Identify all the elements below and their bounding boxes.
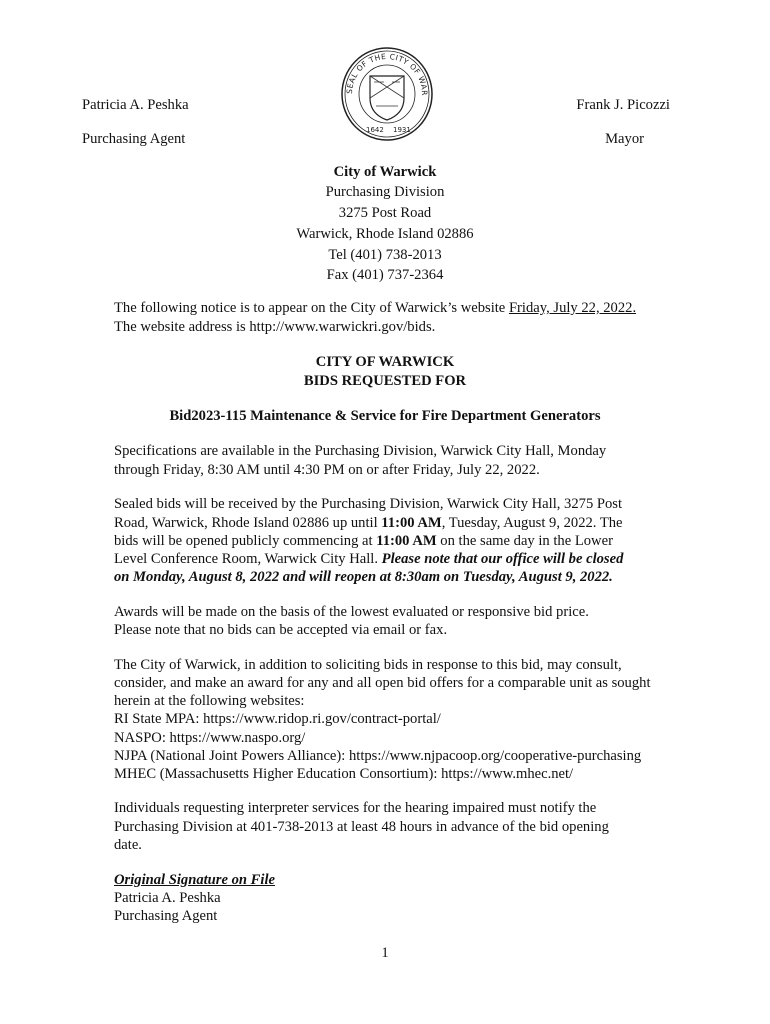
interp-line-3: date. bbox=[114, 837, 142, 853]
coop-line-1: The City of Warwick, in addition to soliciting bids in response to this bid, may consult, bbox=[114, 657, 622, 673]
bid-title: Bid2023-115 Maintenance & Service for Fire Department Generators bbox=[169, 408, 601, 424]
seal-year-right: 1931 bbox=[393, 126, 411, 134]
office-city-state: Warwick, Rhode Island 02886 bbox=[296, 226, 474, 242]
coop-line-2: consider, and make an award for any and all open bid offers for a comparable unit as sought bbox=[114, 675, 651, 691]
office-fax: Fax (401) 737-2364 bbox=[326, 267, 444, 283]
coop-link-ri[interactable]: RI State MPA: https://www.ridop.ri.gov/contract-portal/ bbox=[114, 711, 441, 727]
coop-link-njpa[interactable]: NJPA (National Joint Powers Alliance): https://www.njpacoop.org/cooperative-purchasing bbox=[114, 748, 642, 764]
heading-bids-requested: BIDS REQUESTED FOR bbox=[303, 373, 467, 389]
sealed-text: bids will be opened publicly commencing at bbox=[114, 533, 377, 549]
header-left-name: Patricia A. Peshka bbox=[82, 97, 189, 113]
office-street: 3275 Post Road bbox=[338, 205, 432, 221]
page-number: 1 bbox=[381, 945, 389, 961]
sealed-line-2 bbox=[114, 514, 674, 533]
sealed-text: on the same day in the Lower bbox=[436, 533, 613, 549]
notice-line-2: The website address is http://www.warwickri.gov/bids. bbox=[114, 319, 436, 335]
seal-ring-text: SEAL OF THE CITY OF WAR bbox=[344, 51, 430, 96]
specs-line-2: through Friday, 8:30 AM until 4:30 PM on or after Friday, July 22, 2022. bbox=[114, 462, 540, 478]
notice-date: Friday, July 22, 2022. bbox=[508, 300, 637, 316]
interp-line-1: Individuals requesting interpreter services for the hearing impaired must notify the bbox=[114, 800, 597, 816]
heading-city: CITY OF WARWICK bbox=[315, 354, 455, 370]
interp-line-2: Purchasing Division at 401-738-2013 at least 48 hours in advance of the bid opening bbox=[114, 819, 609, 835]
sealed-text: Level Conference Room, Warwick City Hall. bbox=[114, 551, 382, 567]
signature-label: Original Signature on File bbox=[114, 872, 275, 888]
awards-line-2: Please note that no bids can be accepted via email or fax. bbox=[114, 622, 448, 638]
sealed-line-5: on Monday, August 8, 2022 and will reopen at 8:30am on Tuesday, August 9, 2022. bbox=[114, 569, 613, 585]
coop-link-naspo[interactable]: NASPO: https://www.naspo.org/ bbox=[114, 730, 306, 746]
city-seal bbox=[340, 46, 434, 142]
sealed-line-3 bbox=[114, 532, 674, 551]
notice-line-1 bbox=[114, 299, 674, 318]
sealed-text: Road, Warwick, Rhode Island 02886 up until bbox=[114, 515, 382, 531]
coop-line-3: herein at the following websites: bbox=[114, 693, 305, 709]
sealed-line-1: Sealed bids will be received by the Purchasing Division, Warwick City Hall, 3275 Post bbox=[114, 496, 623, 512]
sealed-time: 11:00 AM bbox=[381, 515, 442, 531]
sealed-line-4 bbox=[114, 550, 674, 569]
header-left-title: Purchasing Agent bbox=[82, 131, 186, 147]
office-division: Purchasing Division bbox=[325, 184, 445, 200]
signature-name: Patricia A. Peshka bbox=[114, 890, 221, 906]
header-right-title: Mayor bbox=[605, 131, 644, 147]
notice-prefix: The following notice is to appear on the City of Warwick’s website bbox=[114, 300, 509, 316]
office-tel: Tel (401) 738-2013 bbox=[328, 247, 442, 263]
header-right-name: Frank J. Picozzi bbox=[576, 97, 670, 113]
sealed-text: , Tuesday, August 9, 2022. The bbox=[441, 515, 623, 531]
coop-link-mhec[interactable]: MHEC (Massachusetts Higher Education Consortium): https://www.mhec.net/ bbox=[114, 766, 574, 782]
sealed-time: 11:00 AM bbox=[376, 533, 437, 549]
office-city: City of Warwick bbox=[333, 164, 437, 180]
signature-title: Purchasing Agent bbox=[114, 908, 218, 924]
closure-notice: Please note that our office will be closed bbox=[381, 551, 624, 567]
awards-line-1: Awards will be made on the basis of the lowest evaluated or responsive bid price. bbox=[114, 604, 589, 620]
seal-year-left: 1642 bbox=[366, 126, 384, 134]
specs-line-1: Specifications are available in the Purchasing Division, Warwick City Hall, Monday bbox=[114, 443, 607, 459]
